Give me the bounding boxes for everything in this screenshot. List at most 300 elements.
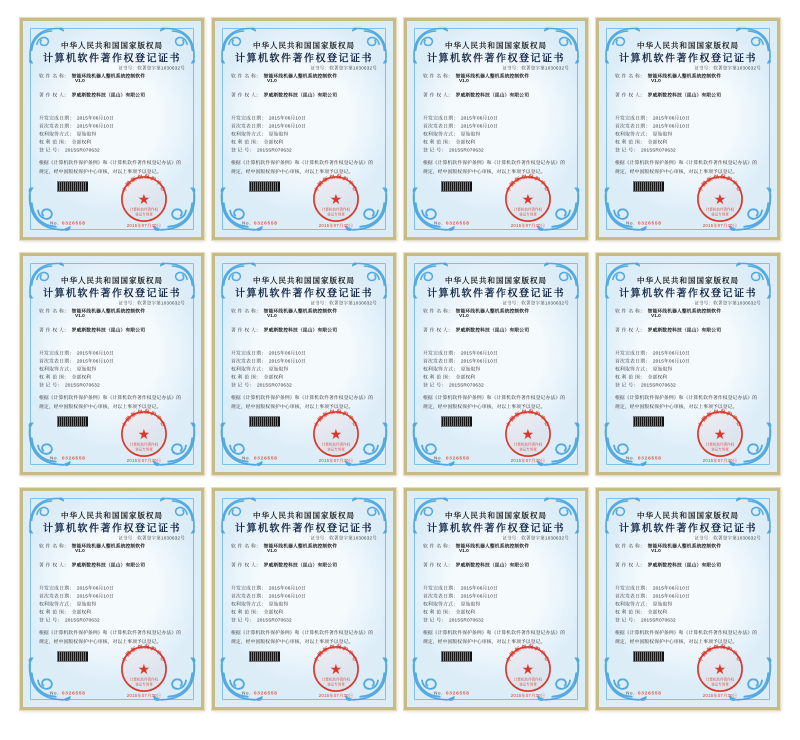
field-value: 2015年06月10日 bbox=[652, 585, 690, 591]
field-dev-complete-date bbox=[39, 349, 114, 356]
corner-flourish-icon bbox=[26, 188, 73, 235]
field-value: 全部权利 bbox=[263, 609, 284, 615]
field-first-publish-date bbox=[231, 122, 306, 129]
official-seal-icon bbox=[695, 644, 745, 694]
field-registration-number bbox=[231, 146, 292, 153]
seal-date: 2015年07月30日 bbox=[126, 693, 162, 698]
field-value: 2015年06月10日 bbox=[268, 358, 306, 364]
field-value: 罗威斯数控科技（昆山）有限公司 bbox=[71, 327, 146, 333]
field-label: 权 利 范 围： bbox=[231, 609, 262, 615]
field-value: 智能环线机器人整机系统控制软件 bbox=[71, 543, 146, 549]
serial-number-line bbox=[242, 221, 278, 227]
field-label: 首次发表日期： bbox=[615, 358, 651, 364]
seal-ring-text: 中国版权保护中心 bbox=[121, 174, 167, 194]
seal-star-icon: ★ bbox=[713, 662, 727, 678]
field-label: 开发完成日期： bbox=[39, 115, 75, 121]
registration-statement-line1: 根据《计算机软件保护条例》和《计算机软件著作权登记办法》的 bbox=[231, 630, 374, 636]
field-label: 著 作 权 人： bbox=[615, 562, 646, 568]
field-label: 著 作 权 人： bbox=[423, 327, 454, 333]
field-copyright-owner bbox=[423, 326, 529, 333]
seal-star-icon: ★ bbox=[329, 662, 343, 678]
registration-statement-line1: 根据《计算机软件保护条例》和《计算机软件著作权登记办法》的 bbox=[231, 160, 374, 166]
field-value: 全部权利 bbox=[455, 374, 476, 380]
field-value: 罗威斯数控科技（昆山）有限公司 bbox=[71, 562, 146, 568]
issuing-authority: 中华人民共和国国家版权局 bbox=[60, 511, 163, 520]
field-label: 权利取得方式： bbox=[423, 601, 459, 607]
seal-star-icon: ★ bbox=[137, 192, 151, 208]
field-value: 罗威斯数控科技（昆山）有限公司 bbox=[455, 327, 530, 333]
field-first-publish-date bbox=[615, 592, 690, 599]
field-label: 著 作 权 人： bbox=[423, 562, 454, 568]
field-label: 首次发表日期： bbox=[423, 123, 459, 129]
field-rights-acquisition bbox=[615, 600, 672, 607]
certificate-body bbox=[215, 491, 393, 707]
software-version: V1.0 bbox=[651, 78, 661, 84]
seal-caption-line1: 计算机软件著作权 bbox=[705, 677, 735, 682]
serial-number: 0326558 bbox=[445, 690, 470, 696]
field-label: 著 作 权 人： bbox=[231, 327, 262, 333]
official-seal-icon bbox=[119, 174, 169, 224]
field-software-name bbox=[423, 542, 529, 549]
field-label: 权利取得方式： bbox=[615, 131, 651, 137]
field-label: 登 记 号： bbox=[231, 147, 255, 153]
certificate-body bbox=[407, 21, 585, 237]
field-first-publish-date bbox=[39, 122, 114, 129]
field-value: 罗威斯数控科技（昆山）有限公司 bbox=[71, 92, 146, 98]
seal-date: 2015年07月30日 bbox=[318, 458, 354, 463]
corner-flourish-icon bbox=[602, 188, 649, 235]
field-label: 权利取得方式： bbox=[615, 601, 651, 607]
seal-caption-line1: 计算机软件著作权 bbox=[705, 207, 735, 212]
field-first-publish-date bbox=[423, 357, 498, 364]
serial-number: 0326558 bbox=[637, 690, 662, 696]
software-version: V1.0 bbox=[459, 78, 469, 84]
certificate-card bbox=[212, 18, 396, 240]
barcode-sticker bbox=[633, 417, 664, 427]
certificate-card bbox=[404, 18, 588, 240]
seal-ring-text: 中国版权保护中心 bbox=[313, 644, 359, 664]
field-value: 原始取得 bbox=[268, 366, 289, 372]
serial-number: 0326558 bbox=[253, 220, 278, 226]
field-label: 登 记 号： bbox=[615, 147, 639, 153]
official-seal-icon bbox=[695, 174, 745, 224]
registration-statement-line1: 根据《计算机软件保护条例》和《计算机软件著作权登记办法》的 bbox=[615, 160, 758, 166]
field-label: 权利取得方式： bbox=[423, 131, 459, 137]
seal-caption-line1: 计算机软件著作权 bbox=[321, 207, 351, 212]
certificate-card bbox=[20, 253, 204, 475]
field-label: 开发完成日期： bbox=[39, 350, 75, 356]
serial-number: 0326558 bbox=[445, 455, 470, 461]
certificate-number-line: 证书号：软著登字第1030632号 bbox=[502, 300, 569, 306]
registration-statement-line1: 根据《计算机软件保护条例》和《计算机软件著作权登记办法》的 bbox=[39, 160, 182, 166]
seal-caption-line1: 计算机软件著作权 bbox=[705, 442, 735, 447]
field-value: 原始取得 bbox=[460, 601, 481, 607]
certificate-body bbox=[599, 491, 777, 707]
field-label: 权 利 范 围： bbox=[39, 139, 70, 145]
barcode-sticker bbox=[249, 182, 280, 192]
field-label: 权 利 范 围： bbox=[231, 374, 262, 380]
serial-label: No. bbox=[626, 455, 635, 461]
field-value: 全部权利 bbox=[71, 374, 92, 380]
field-label: 首次发表日期： bbox=[39, 123, 75, 129]
field-value: 2015SR070632 bbox=[64, 617, 100, 623]
field-value: 2015年06月10日 bbox=[652, 350, 690, 356]
field-label: 开发完成日期： bbox=[231, 350, 267, 356]
field-value: 智能环线机器人整机系统控制软件 bbox=[455, 73, 530, 79]
seal-caption-line2: 登记专用章 bbox=[711, 212, 729, 217]
field-value: 2015年06月10日 bbox=[76, 123, 114, 129]
field-label: 著 作 权 人： bbox=[231, 562, 262, 568]
registration-statement-line2: 规定，经中国版权保护中心审核，对以上事项予以登记。 bbox=[39, 639, 162, 645]
serial-number-line bbox=[50, 456, 86, 462]
field-copyright-owner bbox=[423, 561, 529, 568]
field-rights-acquisition bbox=[39, 130, 96, 137]
field-value: 2015年06月10日 bbox=[268, 115, 306, 121]
seal-caption-line1: 计算机软件著作权 bbox=[129, 442, 159, 447]
field-rights-acquisition bbox=[231, 365, 288, 372]
field-value: 2015SR070632 bbox=[256, 382, 292, 388]
serial-number-line bbox=[434, 456, 470, 462]
field-rights-scope bbox=[39, 138, 91, 145]
serial-number-line bbox=[242, 456, 278, 462]
field-copyright-owner bbox=[423, 91, 529, 98]
field-rights-acquisition bbox=[39, 365, 96, 372]
field-value: 2015年06月10日 bbox=[460, 585, 498, 591]
seal-date: 2015年07月30日 bbox=[318, 223, 354, 228]
field-value: 2015SR070632 bbox=[256, 617, 292, 623]
field-value: 2015年06月10日 bbox=[76, 358, 114, 364]
official-seal-icon bbox=[503, 174, 553, 224]
field-label: 登 记 号： bbox=[615, 617, 639, 623]
field-dev-complete-date bbox=[615, 114, 690, 121]
certificate-body bbox=[215, 256, 393, 472]
certificate-title: 计算机软件著作权登记证书 bbox=[43, 288, 181, 299]
field-rights-scope bbox=[231, 138, 283, 145]
field-software-name bbox=[423, 307, 529, 314]
field-value: 2015SR070632 bbox=[256, 147, 292, 153]
field-dev-complete-date bbox=[423, 114, 498, 121]
certificate-title: 计算机软件著作权登记证书 bbox=[235, 288, 373, 299]
official-seal-icon bbox=[311, 644, 361, 694]
field-label: 软 件 名 称： bbox=[231, 73, 262, 79]
issuing-authority: 中华人民共和国国家版权局 bbox=[636, 276, 739, 285]
seal-caption-line2: 登记专用章 bbox=[135, 212, 153, 217]
serial-number-line bbox=[626, 691, 662, 697]
certificate-card bbox=[20, 18, 204, 240]
official-seal-icon bbox=[503, 644, 553, 694]
field-label: 首次发表日期： bbox=[423, 593, 459, 599]
field-value: 2015年06月10日 bbox=[76, 593, 114, 599]
field-value: 全部权利 bbox=[455, 609, 476, 615]
field-label: 登 记 号： bbox=[231, 382, 255, 388]
certificate-card bbox=[212, 488, 396, 710]
field-label: 权 利 范 围： bbox=[423, 374, 454, 380]
field-value: 原始取得 bbox=[652, 366, 673, 372]
field-value: 2015年06月10日 bbox=[652, 358, 690, 364]
seal-caption-line2: 登记专用章 bbox=[327, 447, 345, 452]
field-registration-number bbox=[39, 381, 100, 388]
serial-number-line bbox=[626, 221, 662, 227]
barcode-sticker bbox=[249, 417, 280, 427]
seal-ring-text: 中国版权保护中心 bbox=[697, 644, 743, 664]
field-value: 2015SR070632 bbox=[64, 382, 100, 388]
serial-number: 0326558 bbox=[253, 690, 278, 696]
registration-statement-line2: 规定，经中国版权保护中心审核，对以上事项予以登记。 bbox=[231, 639, 354, 645]
field-value: 原始取得 bbox=[268, 601, 289, 607]
field-label: 首次发表日期： bbox=[39, 358, 75, 364]
field-value: 2015SR070632 bbox=[64, 147, 100, 153]
field-label: 登 记 号： bbox=[423, 617, 447, 623]
certificate-body bbox=[23, 21, 201, 237]
field-label: 登 记 号： bbox=[615, 382, 639, 388]
field-label: 权 利 范 围： bbox=[39, 374, 70, 380]
field-label: 软 件 名 称： bbox=[423, 73, 454, 79]
field-software-name bbox=[615, 72, 721, 79]
issuing-authority: 中华人民共和国国家版权局 bbox=[252, 511, 355, 520]
field-dev-complete-date bbox=[39, 584, 114, 591]
field-copyright-owner bbox=[39, 91, 145, 98]
seal-caption-line1: 计算机软件著作权 bbox=[513, 677, 543, 682]
field-value: 原始取得 bbox=[76, 366, 97, 372]
field-rights-acquisition bbox=[423, 600, 480, 607]
field-software-name bbox=[39, 542, 145, 549]
field-label: 开发完成日期： bbox=[231, 585, 267, 591]
certificate-number-line: 证书号：软著登字第1030632号 bbox=[310, 535, 377, 541]
seal-caption-line1: 计算机软件著作权 bbox=[513, 207, 543, 212]
field-first-publish-date bbox=[39, 357, 114, 364]
certificate-title: 计算机软件著作权登记证书 bbox=[427, 53, 565, 64]
registration-statement-line1: 根据《计算机软件保护条例》和《计算机软件著作权登记办法》的 bbox=[231, 395, 374, 401]
official-seal-icon bbox=[119, 409, 169, 459]
registration-statement-line2: 规定，经中国版权保护中心审核，对以上事项予以登记。 bbox=[615, 169, 738, 175]
field-value: 罗威斯数控科技（昆山）有限公司 bbox=[647, 327, 722, 333]
issuing-authority: 中华人民共和国国家版权局 bbox=[636, 511, 739, 520]
seal-star-icon: ★ bbox=[329, 427, 343, 443]
seal-star-icon: ★ bbox=[137, 662, 151, 678]
field-value: 全部权利 bbox=[647, 609, 668, 615]
field-value: 2015年06月10日 bbox=[460, 593, 498, 599]
field-label: 著 作 权 人： bbox=[231, 92, 262, 98]
field-label: 登 记 号： bbox=[39, 617, 63, 623]
seal-star-icon: ★ bbox=[713, 192, 727, 208]
barcode-sticker bbox=[633, 652, 664, 662]
serial-number-line bbox=[626, 456, 662, 462]
field-label: 著 作 权 人： bbox=[615, 92, 646, 98]
field-dev-complete-date bbox=[231, 114, 306, 121]
field-label: 权利取得方式： bbox=[615, 366, 651, 372]
field-rights-scope bbox=[615, 608, 667, 615]
seal-ring-text: 中国版权保护中心 bbox=[121, 644, 167, 664]
field-value: 全部权利 bbox=[263, 374, 284, 380]
field-value: 2015年06月10日 bbox=[76, 115, 114, 121]
serial-number-line bbox=[50, 691, 86, 697]
serial-label: No. bbox=[242, 690, 251, 696]
software-version: V1.0 bbox=[651, 313, 661, 319]
field-value: 罗威斯数控科技（昆山）有限公司 bbox=[455, 562, 530, 568]
registration-statement-line2: 规定，经中国版权保护中心审核，对以上事项予以登记。 bbox=[39, 404, 162, 410]
field-value: 智能环线机器人整机系统控制软件 bbox=[647, 308, 722, 314]
serial-number: 0326558 bbox=[61, 220, 86, 226]
seal-date: 2015年07月30日 bbox=[702, 458, 738, 463]
field-label: 权利取得方式： bbox=[39, 601, 75, 607]
certificate-title: 计算机软件著作权登记证书 bbox=[235, 53, 373, 64]
seal-date: 2015年07月30日 bbox=[318, 693, 354, 698]
certificate-card bbox=[404, 488, 588, 710]
field-label: 著 作 权 人： bbox=[39, 562, 70, 568]
seal-ring-text: 中国版权保护中心 bbox=[313, 174, 359, 194]
field-value: 2015年06月10日 bbox=[268, 593, 306, 599]
field-value: 智能环线机器人整机系统控制软件 bbox=[647, 543, 722, 549]
field-value: 智能环线机器人整机系统控制软件 bbox=[263, 308, 338, 314]
field-label: 首次发表日期： bbox=[39, 593, 75, 599]
field-rights-acquisition bbox=[231, 130, 288, 137]
certificate-body bbox=[407, 491, 585, 707]
field-value: 2015年06月10日 bbox=[76, 585, 114, 591]
serial-number: 0326558 bbox=[61, 455, 86, 461]
field-rights-acquisition bbox=[615, 130, 672, 137]
field-value: 罗威斯数控科技（昆山）有限公司 bbox=[263, 92, 338, 98]
registration-statement-line2: 规定，经中国版权保护中心审核，对以上事项予以登记。 bbox=[39, 169, 162, 175]
field-label: 软 件 名 称： bbox=[615, 73, 646, 79]
field-label: 登 记 号： bbox=[423, 382, 447, 388]
field-label: 权利取得方式： bbox=[231, 601, 267, 607]
certificate-number-line: 证书号：软著登字第1030632号 bbox=[694, 300, 761, 306]
seal-caption-line2: 登记专用章 bbox=[519, 682, 537, 687]
registration-statement-line1: 根据《计算机软件保护条例》和《计算机软件著作权登记办法》的 bbox=[423, 395, 566, 401]
field-software-name bbox=[231, 542, 337, 549]
field-first-publish-date bbox=[231, 592, 306, 599]
certificate-number-line: 证书号：软著登字第1030632号 bbox=[118, 535, 185, 541]
registration-statement-line2: 规定，经中国版权保护中心审核，对以上事项予以登记。 bbox=[615, 404, 738, 410]
field-registration-number bbox=[423, 616, 484, 623]
registration-statement-line1: 根据《计算机软件保护条例》和《计算机软件著作权登记办法》的 bbox=[39, 395, 182, 401]
field-label: 权 利 范 围： bbox=[231, 139, 262, 145]
seal-star-icon: ★ bbox=[521, 662, 535, 678]
field-rights-acquisition bbox=[39, 600, 96, 607]
seal-date: 2015年07月30日 bbox=[126, 223, 162, 228]
serial-number-line bbox=[434, 691, 470, 697]
certificate-number-line: 证书号：软著登字第1030632号 bbox=[694, 535, 761, 541]
certificate-title: 计算机软件著作权登记证书 bbox=[619, 288, 757, 299]
registration-statement-line2: 规定，经中国版权保护中心审核，对以上事项予以登记。 bbox=[231, 404, 354, 410]
field-value: 智能环线机器人整机系统控制软件 bbox=[647, 73, 722, 79]
barcode-sticker bbox=[57, 652, 88, 662]
field-dev-complete-date bbox=[423, 349, 498, 356]
seal-star-icon: ★ bbox=[137, 427, 151, 443]
field-software-name bbox=[615, 542, 721, 549]
field-label: 开发完成日期： bbox=[423, 585, 459, 591]
barcode-sticker bbox=[249, 652, 280, 662]
official-seal-icon bbox=[119, 644, 169, 694]
issuing-authority: 中华人民共和国国家版权局 bbox=[636, 41, 739, 50]
certificate-title: 计算机软件著作权登记证书 bbox=[619, 53, 757, 64]
corner-flourish-icon bbox=[602, 423, 649, 470]
field-dev-complete-date bbox=[39, 114, 114, 121]
serial-number-line bbox=[242, 691, 278, 697]
field-value: 2015年06月10日 bbox=[268, 350, 306, 356]
certificate-number-line: 证书号：软著登字第1030632号 bbox=[118, 300, 185, 306]
field-label: 软 件 名 称： bbox=[39, 543, 70, 549]
field-rights-scope bbox=[615, 373, 667, 380]
field-value: 2015年06月10日 bbox=[652, 123, 690, 129]
field-rights-scope bbox=[423, 608, 475, 615]
seal-ring-text: 中国版权保护中心 bbox=[697, 409, 743, 429]
seal-date: 2015年07月30日 bbox=[510, 458, 546, 463]
barcode-sticker bbox=[57, 182, 88, 192]
field-value: 罗威斯数控科技（昆山）有限公司 bbox=[647, 92, 722, 98]
software-version: V1.0 bbox=[75, 548, 85, 554]
field-value: 2015年06月10日 bbox=[460, 350, 498, 356]
field-copyright-owner bbox=[615, 91, 721, 98]
field-label: 权 利 范 围： bbox=[615, 374, 646, 380]
certificate-card bbox=[20, 488, 204, 710]
seal-caption-line1: 计算机软件著作权 bbox=[129, 207, 159, 212]
field-label: 权 利 范 围： bbox=[423, 139, 454, 145]
barcode-sticker bbox=[633, 182, 664, 192]
field-label: 软 件 名 称： bbox=[231, 543, 262, 549]
registration-statement-line1: 根据《计算机软件保护条例》和《计算机软件著作权登记办法》的 bbox=[423, 630, 566, 636]
field-label: 著 作 权 人： bbox=[615, 327, 646, 333]
certificate-body bbox=[23, 256, 201, 472]
field-value: 罗威斯数控科技（昆山）有限公司 bbox=[647, 562, 722, 568]
barcode-sticker bbox=[441, 652, 472, 662]
field-copyright-owner bbox=[231, 326, 337, 333]
seal-ring-text: 中国版权保护中心 bbox=[121, 409, 167, 429]
seal-caption-line1: 计算机软件著作权 bbox=[129, 677, 159, 682]
field-value: 原始取得 bbox=[460, 131, 481, 137]
field-label: 开发完成日期： bbox=[231, 115, 267, 121]
field-registration-number bbox=[615, 381, 676, 388]
field-label: 开发完成日期： bbox=[423, 115, 459, 121]
seal-ring-text: 中国版权保护中心 bbox=[505, 174, 551, 194]
field-registration-number bbox=[231, 381, 292, 388]
certificate-body bbox=[407, 256, 585, 472]
field-copyright-owner bbox=[615, 561, 721, 568]
field-value: 智能环线机器人整机系统控制软件 bbox=[71, 308, 146, 314]
seal-ring-text: 中国版权保护中心 bbox=[313, 409, 359, 429]
field-label: 软 件 名 称： bbox=[231, 308, 262, 314]
registration-statement-line2: 规定，经中国版权保护中心审核，对以上事项予以登记。 bbox=[231, 169, 354, 175]
field-copyright-owner bbox=[39, 326, 145, 333]
certificate-card bbox=[596, 488, 780, 710]
field-label: 开发完成日期： bbox=[615, 115, 651, 121]
serial-label: No. bbox=[626, 690, 635, 696]
corner-flourish-icon bbox=[410, 658, 457, 705]
registration-statement-line2: 规定，经中国版权保护中心审核，对以上事项予以登记。 bbox=[423, 639, 546, 645]
seal-star-icon: ★ bbox=[521, 427, 535, 443]
serial-label: No. bbox=[434, 455, 443, 461]
field-value: 2015SR070632 bbox=[640, 382, 676, 388]
seal-ring-text: 中国版权保护中心 bbox=[505, 409, 551, 429]
official-seal-icon bbox=[695, 409, 745, 459]
field-value: 罗威斯数控科技（昆山）有限公司 bbox=[263, 327, 338, 333]
official-seal-icon bbox=[503, 409, 553, 459]
field-label: 首次发表日期： bbox=[231, 358, 267, 364]
field-registration-number bbox=[423, 146, 484, 153]
field-software-name bbox=[423, 72, 529, 79]
official-seal-icon bbox=[311, 174, 361, 224]
field-label: 软 件 名 称： bbox=[39, 73, 70, 79]
field-value: 原始取得 bbox=[268, 131, 289, 137]
field-label: 首次发表日期： bbox=[615, 593, 651, 599]
software-version: V1.0 bbox=[651, 548, 661, 554]
field-label: 权利取得方式： bbox=[423, 366, 459, 372]
serial-label: No. bbox=[626, 220, 635, 226]
field-software-name bbox=[615, 307, 721, 314]
field-value: 智能环线机器人整机系统控制软件 bbox=[455, 308, 530, 314]
field-rights-acquisition bbox=[231, 600, 288, 607]
field-software-name bbox=[39, 307, 145, 314]
